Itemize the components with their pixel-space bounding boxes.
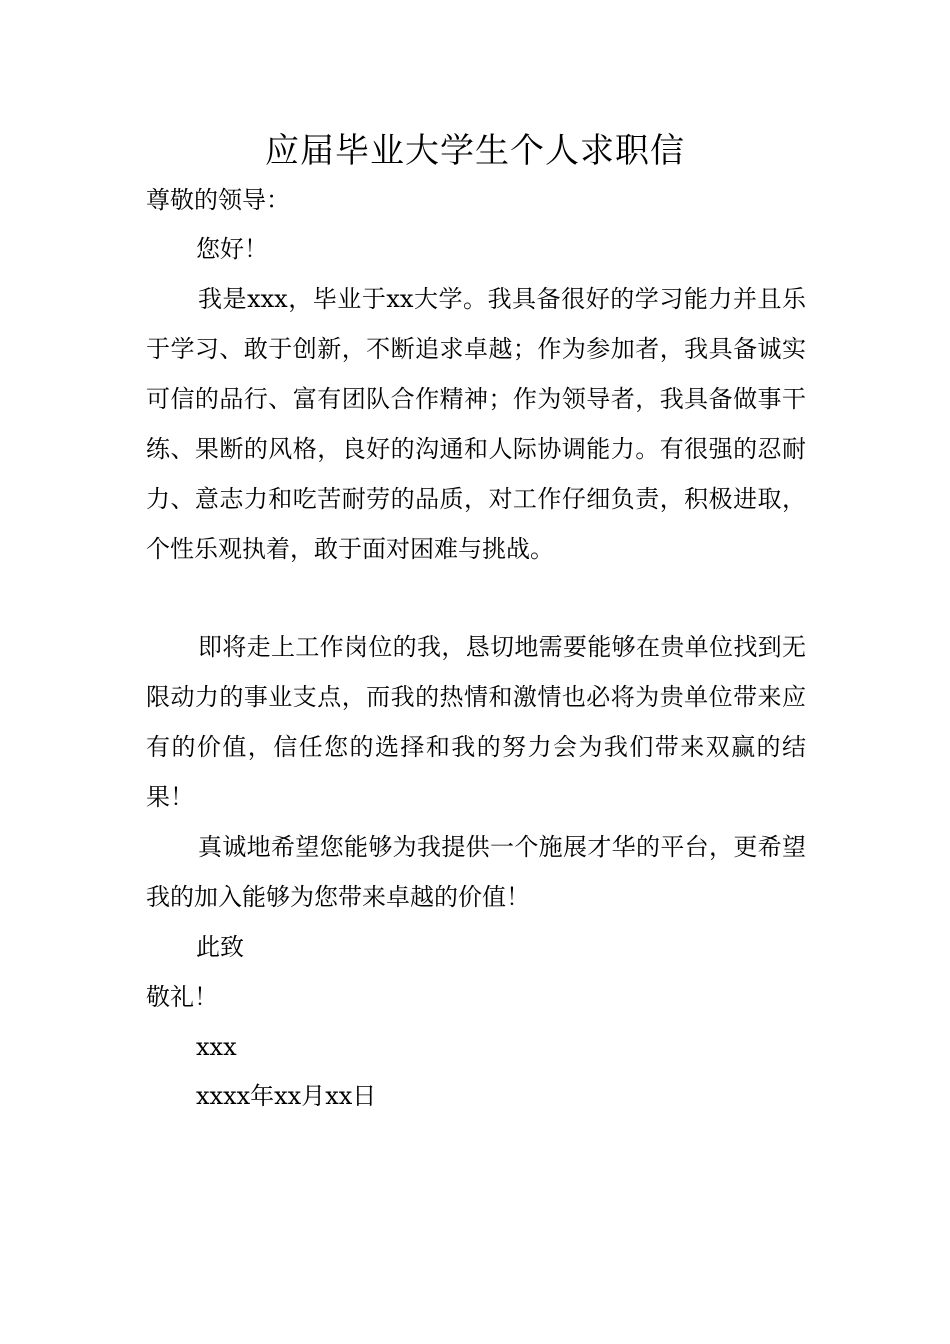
signature-name: xxx bbox=[196, 1033, 237, 1061]
signature-date: xxxx年xx月xx日 bbox=[196, 1082, 377, 1110]
closing-line-1: 此致 bbox=[196, 933, 244, 961]
body-paragraph-1: 我是xxx，毕业于xx大学。我具备很好的学习能力并且乐于学习、敢于创新，不断追求卓越；作为参加者，我具备诚实可信的品行、富有团队合作精神；作为领导者，我具备做事干练、果断的风格，良好的沟通和人际协调能力。有很强的忍耐力、意志力和吃苦耐劳的品质，对工作仔细负责，积极进取，个性乐观执着，敢于面对困难与挑战。 bbox=[146, 285, 806, 563]
greeting: 您好！ bbox=[196, 235, 268, 263]
body-paragraph-2: 即将走上工作岗位的我，恳切地需要能够在贵单位找到无限动力的事业支点，而我的热情和激情也必将为贵单位带来应有的价值，信任您的选择和我的努力会为我们带来双赢的结果！ bbox=[146, 633, 806, 811]
salutation: 尊敬的领导： bbox=[146, 186, 290, 214]
closing-line-2: 敬礼！ bbox=[146, 983, 218, 1011]
document-title: 应届毕业大学生个人求职信 bbox=[265, 131, 685, 171]
body-paragraph-3: 真诚地希望您能够为我提供一个施展才华的平台，更希望我的加入能够为您带来卓越的价值！ bbox=[146, 833, 806, 911]
